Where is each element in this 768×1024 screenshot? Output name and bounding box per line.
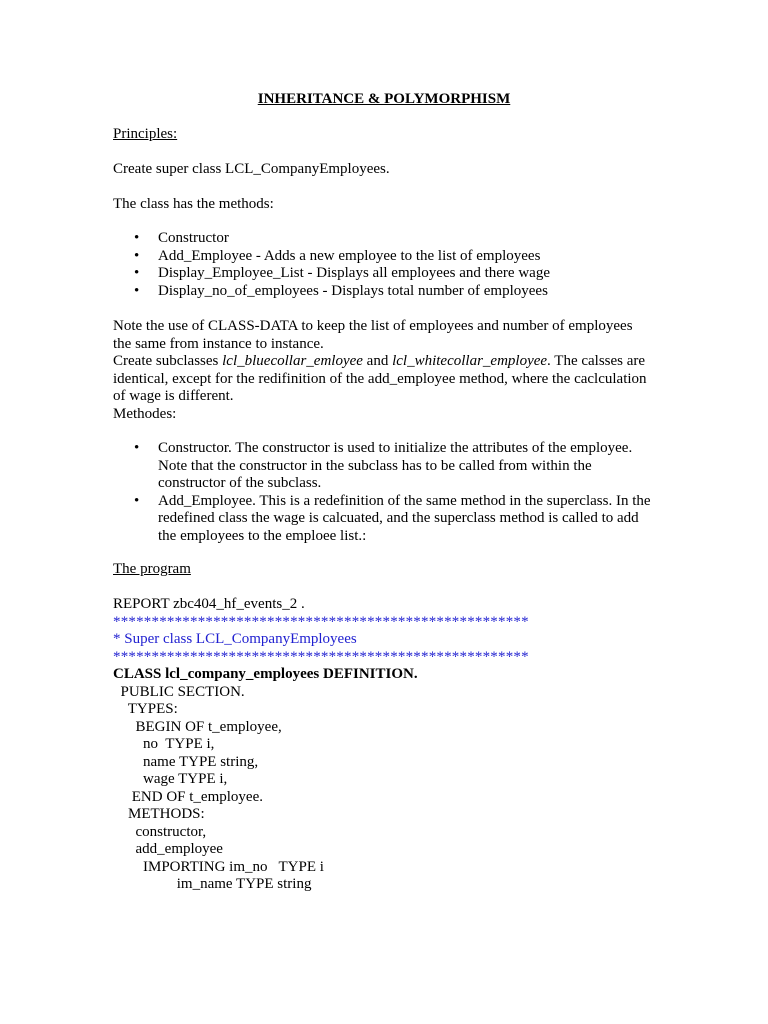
code-line: IMPORTING im_no TYPE i: [113, 858, 324, 875]
subclass-name-whitecollar: lcl_whitecollar_employee: [392, 353, 548, 369]
principles-heading: Principles:: [113, 126, 178, 142]
list-item-line: the employees to the emploee list.:: [158, 527, 367, 544]
code-report-line: REPORT zbc404_hf_events_2 .: [113, 596, 305, 612]
code-line: END OF t_employee.: [113, 788, 263, 805]
list-item-line: • Add_Employee. This is a redefinition of the same method in the superclass. In the: [158, 492, 651, 509]
list-item-line: constructor of the subclass.: [158, 475, 322, 491]
code-line: im_name TYPE string: [113, 876, 312, 892]
code-line: name TYPE string,: [113, 753, 259, 770]
subclass-text: and: [362, 353, 393, 369]
subclass-name-bluecollar: lcl_bluecollar_emloyee: [222, 353, 363, 369]
code-stars-line: ******************************************************: [113, 648, 529, 665]
subclass-line: identical, except for the redifinition of the add_employee method, where the caclculation: [113, 370, 647, 387]
methodes-list: [113, 440, 673, 545]
subclass-text: Create subclasses: [113, 353, 223, 369]
program-heading: The program: [113, 561, 191, 577]
methods-intro: The class has the methods:: [113, 196, 274, 212]
note-line: Note the use of CLASS-DATA to keep the list of employees and number of employees: [113, 318, 633, 334]
methodes-heading: Methodes:: [113, 405, 177, 422]
list-item: • Constructor: [113, 230, 658, 248]
list-item: • Display_Employee_List - Displays all employees and there wage: [113, 265, 658, 283]
note-line: the same from instance to instance.: [113, 335, 324, 352]
create-super-text: Create super class LCL_CompanyEmployees.: [113, 161, 390, 177]
note-paragraph: [113, 318, 673, 423]
code-line: BEGIN OF t_employee,: [113, 718, 282, 735]
code-listing: [113, 596, 673, 894]
code-comment-line: * Super class LCL_CompanyEmployees: [113, 631, 357, 647]
page-title: INHERITANCE & POLYMORPHISM: [257, 91, 511, 107]
code-class-definition: CLASS lcl_company_employees DEFINITION.: [113, 666, 418, 682]
list-item: [113, 440, 673, 493]
subclass-line: of wage is different.: [113, 388, 234, 404]
code-line: METHODS:: [113, 806, 205, 822]
code-line: no TYPE i,: [113, 736, 215, 752]
list-item: [113, 493, 673, 546]
list-item: • Display_no_of_employees - Displays total number of employees: [113, 283, 658, 301]
subclass-line: [113, 353, 673, 371]
code-line: TYPES:: [113, 701, 178, 717]
code-line: PUBLIC SECTION.: [113, 683, 245, 700]
code-stars-line: ******************************************************: [113, 613, 529, 630]
list-item-line: • Constructor. The constructor is used to initialize the attributes of the employee.: [158, 440, 633, 456]
code-line: wage TYPE i,: [113, 771, 228, 787]
list-item-line: redefined class the wage is calcuated, and the superclass method is called to add: [158, 510, 639, 526]
methods-list: [113, 230, 658, 300]
list-item-line: Note that the constructor in the subclass has to be called from within the: [158, 457, 592, 474]
subclass-text: . The calsses are: [547, 353, 646, 369]
list-item: • Add_Employee - Adds a new employee to the list of employees: [113, 248, 658, 266]
code-line: add_employee: [113, 841, 223, 857]
code-line: constructor,: [113, 823, 207, 840]
